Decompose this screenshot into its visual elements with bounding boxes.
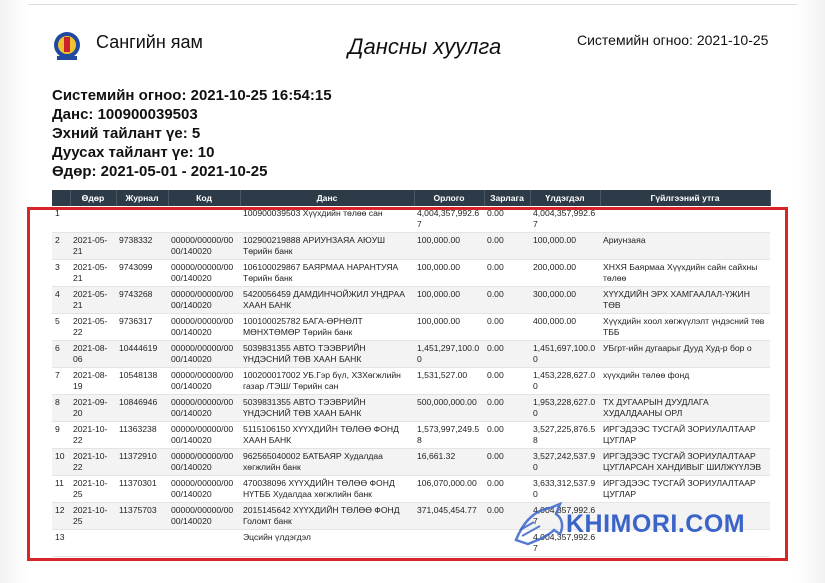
expense-cell: 0.00 [484,476,530,503]
column-header: Данс [240,190,414,206]
date-cell: 2021-10-22 [70,449,116,476]
row-number: 4 [52,287,70,314]
income-cell: 1,573,997,249.58 [414,422,484,449]
code-cell: 00000/00000/0000/140020 [168,449,240,476]
date-cell: 2021-08-06 [70,341,116,368]
income-cell: 500,000,000.00 [414,395,484,422]
balance-cell: 4,004,357,992.67 [530,206,600,233]
meta-start-period: Эхний тайлант үе: 5 [52,125,201,142]
expense-cell: 0.00 [484,449,530,476]
journal-cell: 10444619 [116,341,168,368]
page-edge-left [0,0,28,583]
expense-cell: 0.00 [484,260,530,287]
row-number: 13 [52,530,70,557]
balance-cell: 1,453,228,627.00 [530,368,600,395]
meta-date-range: Өдөр: 2021-05-01 - 2021-10-25 [52,163,268,180]
date-cell: 2021-05-21 [70,260,116,287]
system-date-top: Системийн огноо: 2021-10-25 [577,32,769,48]
column-header [52,190,70,206]
row-number: 9 [52,422,70,449]
account-cell: 102900219888 АРИУНЗАЯА АЮУШ Төрийн банк [240,233,414,260]
income-cell: 4,004,357,992.67 [414,206,484,233]
balance-cell: 200,000.00 [530,260,600,287]
date-cell: 2021-05-22 [70,314,116,341]
expense-cell: 0.00 [484,503,530,530]
highlight-frame [27,207,788,561]
description-cell: хүүхдийн төлөө фонд [600,368,770,395]
expense-cell: 0.00 [484,287,530,314]
income-cell: 106,070,000.00 [414,476,484,503]
meta-end-period: Дуусах тайлант үе: 10 [52,144,215,161]
description-cell: УБгрт-ийн дугаарыг Дууд Худ-р бор о [600,341,770,368]
row-number: 12 [52,503,70,530]
column-header: Код [168,190,240,206]
horse-logo-icon [510,500,570,550]
balance-cell: 300,000.00 [530,287,600,314]
description-cell: ИРГЭДЭЭС ТУСГАЙ ЗОРИУЛАЛТААР ЦУГЛАР [600,422,770,449]
code-cell: 00000/00000/0000/140020 [168,314,240,341]
expense-cell: 0.00 [484,395,530,422]
income-cell: 100,000.00 [414,260,484,287]
date-cell: 2021-05-21 [70,287,116,314]
code-cell: 00000/00000/0000/140020 [168,395,240,422]
code-cell: 00000/00000/0000/140020 [168,503,240,530]
statement-meta [52,86,332,181]
account-cell: Эцсийн үлдэгдэл [240,530,414,557]
code-cell: 00000/00000/0000/140020 [168,287,240,314]
code-cell: 00000/00000/0000/140020 [168,341,240,368]
balance-cell: 400,000.00 [530,314,600,341]
description-cell: ХҮҮХДИЙН ЭРХ ХАМГААЛАЛ-ҮЖИН ТӨВ [600,287,770,314]
row-number: 11 [52,476,70,503]
watermark-text: KHIMORI.COM [566,510,746,538]
journal-cell: 9743099 [116,260,168,287]
description-cell: ИРГЭДЭЭС ТУСГАЙ ЗОРИУЛАЛТААР ЦУГЛАР [600,476,770,503]
income-cell: 100,000.00 [414,314,484,341]
meta-account: Данс: 100900039503 [52,106,198,123]
income-cell: 100,000.00 [414,287,484,314]
expense-cell: 0.00 [484,206,530,233]
column-header: Гүйлгээний утга [600,190,770,206]
code-cell: 00000/00000/0000/140020 [168,260,240,287]
balance-cell: 3,527,225,876.58 [530,422,600,449]
income-cell: 100,000.00 [414,233,484,260]
account-cell: 106100029867 БАЯРМАА НАРАНТУЯА Төрийн банк [240,260,414,287]
journal-cell: 11375703 [116,503,168,530]
description-cell: Хүүхдийн хоол хөгжүүлэлт үндэсний төв ТББ [600,314,770,341]
description-cell: ТХ ДУГААРЫН ДУУДЛАГА ХУДАЛДААНЫ ОРЛ [600,395,770,422]
table-header-row [52,190,770,206]
journal-cell: 11363238 [116,422,168,449]
column-header: Өдөр [70,190,116,206]
column-header: Орлого [414,190,484,206]
code-cell: 00000/00000/0000/140020 [168,476,240,503]
balance-cell: 1,451,697,100.00 [530,341,600,368]
expense-cell: 0.00 [484,314,530,341]
row-number: 5 [52,314,70,341]
date-cell: 2021-10-25 [70,503,116,530]
account-cell: 100100025782 БАГА-ӨРНӨЛТ МӨНХТӨМӨР Төрийн банк [240,314,414,341]
income-cell: 371,045,454.77 [414,503,484,530]
document-title: Дансны хуулга [348,34,502,59]
account-cell: 5420056459 ДАМДИНЧОЙЖИЛ УНДРАА ХААН БАНК [240,287,414,314]
date-cell: 2021-05-21 [70,233,116,260]
income-cell: 1,451,297,100.00 [414,341,484,368]
account-cell: 5115106150 ХҮҮХДИЙН ТӨЛӨӨ ФОНД ХААН БАНК [240,422,414,449]
balance-cell: 1,953,228,627.00 [530,395,600,422]
page-top-edge [28,4,797,5]
account-cell: 470038096 ХҮҮХДИЙН ТӨЛӨӨ ФОНД НҮТББ Худалдаа хөгжлийн банк [240,476,414,503]
journal-cell: 11372910 [116,449,168,476]
journal-cell: 9736317 [116,314,168,341]
balance-cell: 4,004,357,992.67 [530,530,600,557]
income-cell: 16,661.32 [414,449,484,476]
row-number: 8 [52,395,70,422]
journal-cell: 9743268 [116,287,168,314]
column-header: Үлдэгдэл [530,190,600,206]
expense-cell: 0.00 [484,233,530,260]
code-cell: 00000/00000/0000/140020 [168,422,240,449]
income-cell: 1,531,527.00 [414,368,484,395]
journal-cell: 10846946 [116,395,168,422]
row-number: 7 [52,368,70,395]
meta-system-datetime: Системийн огноо: 2021-10-25 16:54:15 [52,87,332,104]
row-number: 1 [52,206,70,233]
description-cell: ХНХЯ Баярмаа Хүүхдийн сайн сайхны төлөө [600,260,770,287]
balance-cell: 4,004,357,992.67 [530,503,600,530]
account-cell: 100900039503 Хүүхдийн төлөө сан [240,206,414,233]
row-number: 2 [52,233,70,260]
row-number: 3 [52,260,70,287]
balance-cell: 3,527,242,537.90 [530,449,600,476]
description-cell: Ариунзаяа [600,233,770,260]
expense-cell: 0.00 [484,368,530,395]
page-edge-right [797,0,825,583]
account-cell: 5039831355 АВТО ТЭЭВРИЙН ҮНДЭСНИЙ ТӨВ ХААН БАНК [240,395,414,422]
expense-cell: 0.00 [484,422,530,449]
journal-cell: 11370301 [116,476,168,503]
balance-cell: 100,000.00 [530,233,600,260]
account-cell: 100200017002 УБ.Гэр бүл, ХЗХөгжлийн газар /ТЭШ/ Төрийн сан [240,368,414,395]
code-cell: 00000/00000/0000/140020 [168,368,240,395]
code-cell: 00000/00000/0000/140020 [168,233,240,260]
date-cell: 2021-10-25 [70,476,116,503]
date-cell: 2021-08-19 [70,368,116,395]
account-cell: 5039831355 АВТО ТЭЭВРИЙН ҮНДЭСНИЙ ТӨВ ХААН БАНК [240,341,414,368]
account-cell: 2015145642 ХҮҮХДИЙН ТӨЛӨӨ ФОНД Голомт банк [240,503,414,530]
row-number: 10 [52,449,70,476]
journal-cell: 10548138 [116,368,168,395]
balance-cell: 3,633,312,537.90 [530,476,600,503]
column-header: Журнал [116,190,168,206]
expense-cell: 0.00 [484,341,530,368]
column-header: Зарлага [484,190,530,206]
journal-cell: 9738332 [116,233,168,260]
mongolia-emblem-icon [52,30,82,62]
org-name: Сангийн яам [96,32,203,52]
date-cell: 2021-09-20 [70,395,116,422]
row-number: 6 [52,341,70,368]
date-cell: 2021-10-22 [70,422,116,449]
account-cell: 962565040002 БАТБАЯР Худалдаа хөгжлийн банк [240,449,414,476]
description-cell: ИРГЭДЭЭС ТУСГАЙ ЗОРИУЛАЛТААР ЦУГЛАРСАН ХАНДИВЫГ ШИЛЖҮҮЛЭВ [600,449,770,476]
